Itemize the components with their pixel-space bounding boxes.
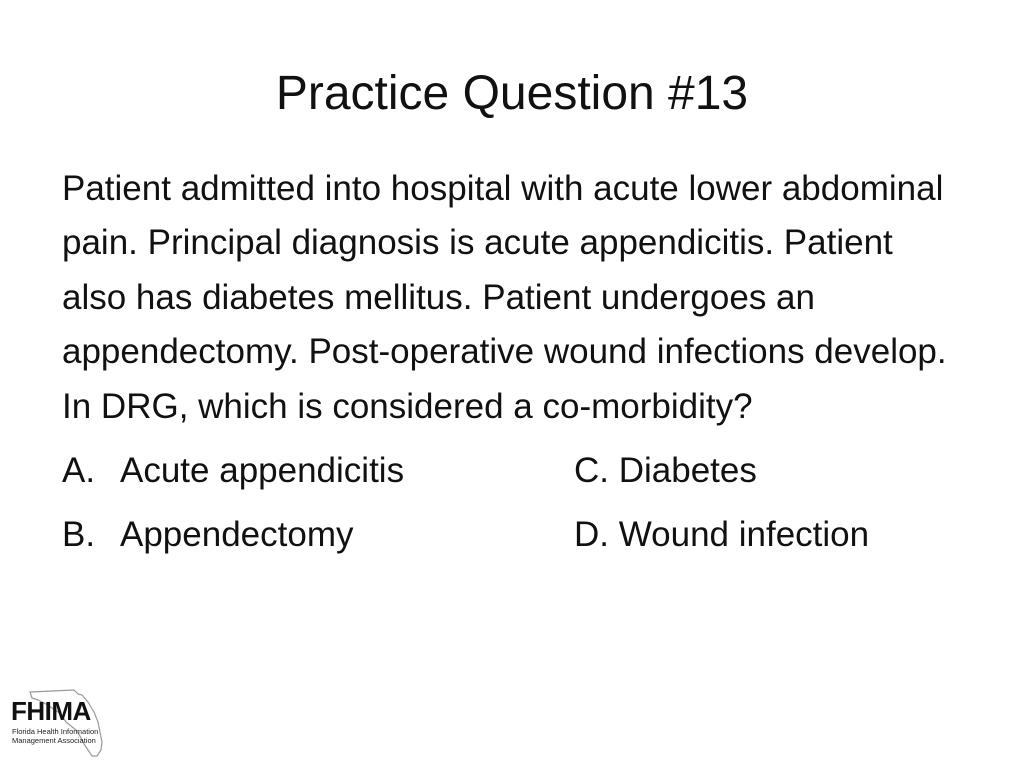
option-b-letter: B. (62, 515, 96, 555)
slide-title: Practice Question #13 (275, 67, 749, 120)
logo-brand-text: FHIMA (11, 696, 91, 726)
logo-tagline-line1: Florida Health Information (12, 727, 99, 736)
option-a-letter: A. (62, 451, 96, 491)
slide-body (62, 162, 962, 572)
question-text: Patient admitted into hospital with acute lower abdominal pain. Principal diagnosis is acute appendicitis. Patient also has diabetes mellitus. Patient undergoes an appendectomy. Post-operative wound infections develop. In DRG, which is considered a co-morbidity? (62, 169, 947, 426)
fhima-logo (8, 686, 112, 758)
options-row-1 (62, 444, 962, 508)
option-d (574, 508, 869, 562)
options-row-2 (62, 508, 962, 572)
option-c-letter: C. (574, 451, 609, 491)
option-d-text: Wound infection (618, 515, 870, 555)
option-a-text: Acute appendicitis (120, 451, 405, 491)
option-d-letter: D. (574, 515, 609, 555)
option-c (574, 444, 757, 498)
option-a (62, 444, 404, 498)
option-b (62, 508, 353, 562)
answer-options (62, 444, 962, 572)
option-c-text: Diabetes (618, 451, 757, 491)
option-b-text: Appendectomy (120, 515, 354, 555)
logo-tagline-line2: Management Association (12, 736, 96, 745)
logo-tagline (12, 727, 112, 745)
